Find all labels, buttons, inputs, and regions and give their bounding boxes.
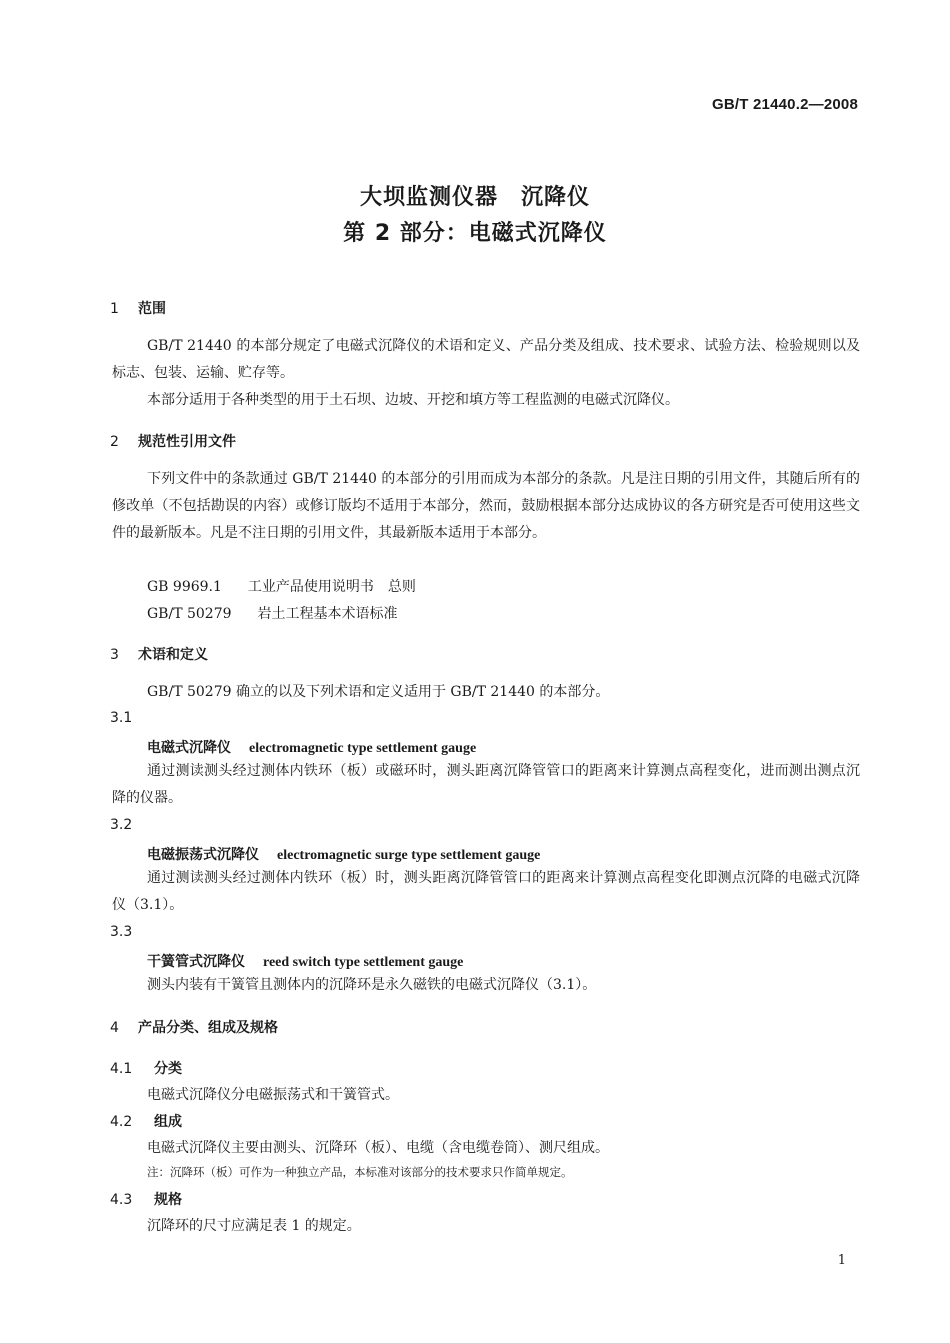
reference-code: GB 9969.1 bbox=[147, 579, 222, 595]
term-3-3 bbox=[147, 951, 463, 971]
section-1-paragraph-2: 本部分适用于各种类型的用于土石坝、边坡、开挖和填方等工程监测的电磁式沉降仪。 bbox=[147, 392, 679, 408]
section-4-1-heading bbox=[110, 1058, 182, 1078]
section-title: 规范性引用文件 bbox=[138, 434, 236, 450]
section-number: 4.3 bbox=[110, 1192, 133, 1208]
standard-code: GB/T 21440.2—2008 bbox=[712, 96, 858, 113]
term-3-2-number: 3.2 bbox=[110, 817, 133, 833]
section-number: 4.2 bbox=[110, 1114, 133, 1130]
section-1-paragraph-1: GB/T 21440 的本部分规定了电磁式沉降仪的术语和定义、产品分类及组成、技术要求、试验方法、检验规则以及标志、包装、运输、贮存等。 bbox=[112, 338, 860, 381]
section-number: 4 bbox=[110, 1020, 119, 1036]
reference-title: 岩土工程基本术语标准 bbox=[257, 606, 398, 622]
term-3-1 bbox=[147, 737, 476, 757]
section-title: 规格 bbox=[154, 1192, 182, 1208]
term-en: electromagnetic surge type settlement gauge bbox=[277, 848, 541, 863]
section-number: 4.1 bbox=[110, 1061, 133, 1077]
section-title: 分类 bbox=[154, 1061, 182, 1077]
page-number: 1 bbox=[837, 1253, 846, 1268]
reference-title: 工业产品使用说明书 总则 bbox=[247, 579, 416, 595]
section-4-2-text: 电磁式沉降仪主要由测头、沉降环（板）、电缆（含电缆卷筒）、测尺组成。 bbox=[147, 1140, 609, 1156]
section-3-paragraph-1: GB/T 50279 确立的以及下列术语和定义适用于 GB/T 21440 的本部分。 bbox=[147, 684, 610, 700]
section-1-heading bbox=[110, 298, 166, 318]
section-number: 2 bbox=[110, 434, 119, 450]
section-number: 1 bbox=[110, 301, 119, 317]
section-4-2-heading bbox=[110, 1111, 182, 1131]
term-3-3-definition: 测头内装有干簧管且测体内的沉降环是永久磁铁的电磁式沉降仪（3.1）。 bbox=[147, 977, 597, 993]
reference-1 bbox=[147, 576, 416, 596]
document-title-line1: 大坝监测仪器 沉降仪 bbox=[359, 185, 590, 210]
reference-code: GB/T 50279 bbox=[147, 606, 232, 622]
term-zh: 电磁振荡式沉降仪 bbox=[147, 847, 259, 863]
term-zh: 干簧管式沉降仪 bbox=[147, 954, 245, 970]
section-2-paragraph-1: 下列文件中的条款通过 GB/T 21440 的本部分的引用而成为本部分的条款。凡是注日期的引用文件，其随后所有的修改单（不包括勘误的内容）或修订版均不适用于本部分，然而，鼓励根据本部分达成协议的各方研究是否可使用这些文件的最新版本。凡是不注日期的引用文件，其最新版本适用于本部分。 bbox=[112, 471, 860, 541]
section-title: 产品分类、组成及规格 bbox=[138, 1020, 278, 1036]
term-3-1-number: 3.1 bbox=[110, 710, 133, 726]
section-title: 术语和定义 bbox=[138, 647, 208, 663]
section-title: 范围 bbox=[138, 301, 166, 317]
term-en: electromagnetic type settlement gauge bbox=[249, 741, 477, 756]
term-3-2-definition: 通过测读测头经过测体内铁环（板）时，测头距离沉降管管口的距离来计算测点高程变化即测点沉降的电磁式沉降仪（3.1）。 bbox=[112, 870, 860, 913]
section-number: 3 bbox=[110, 647, 119, 663]
term-zh: 电磁式沉降仪 bbox=[147, 740, 231, 756]
section-title: 组成 bbox=[154, 1114, 182, 1130]
term-3-3-number: 3.3 bbox=[110, 924, 133, 940]
section-4-2-note: 注：沉降环（板）可作为一种独立产品，本标准对该部分的技术要求只作简单规定。 bbox=[147, 1165, 573, 1179]
section-4-3-text: 沉降环的尺寸应满足表 1 的规定。 bbox=[147, 1218, 361, 1234]
term-3-1-definition: 通过测读测头经过测体内铁环（板）或磁环时，测头距离沉降管管口的距离来计算测点高程变化，进而测出测点沉降的仪器。 bbox=[112, 763, 860, 806]
section-2-heading bbox=[110, 431, 236, 451]
document-title-line2: 第 2 部分：电磁式沉降仪 bbox=[343, 221, 607, 246]
section-4-3-heading bbox=[110, 1189, 182, 1209]
section-4-heading bbox=[110, 1017, 278, 1037]
section-4-1-text: 电磁式沉降仪分电磁振荡式和干簧管式。 bbox=[147, 1087, 399, 1103]
term-en: reed switch type settlement gauge bbox=[263, 955, 464, 970]
section-3-heading bbox=[110, 644, 208, 664]
term-3-2 bbox=[147, 844, 540, 864]
reference-2 bbox=[147, 603, 398, 623]
